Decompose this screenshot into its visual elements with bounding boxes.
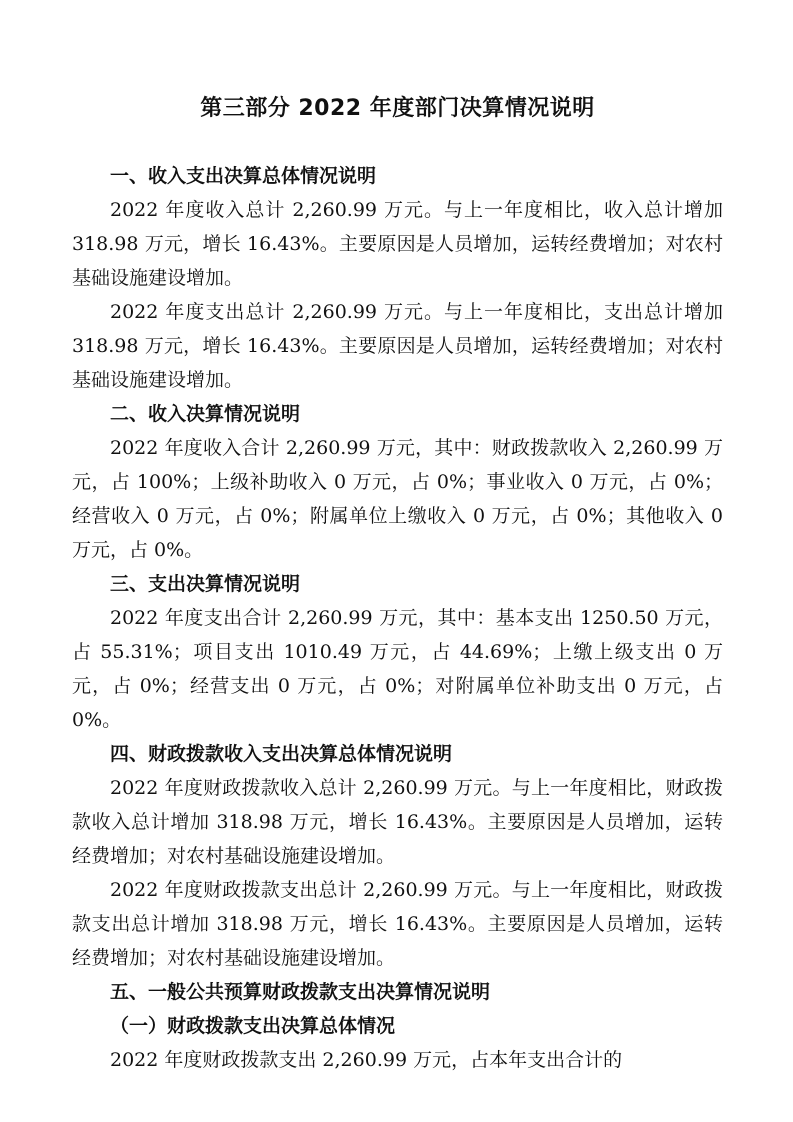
- section-heading-1: 一、收入支出决算总体情况说明: [110, 165, 377, 187]
- paragraph-income-total: 2022 年度收入总计 2,260.99 万元。与上一年度相比，收入总计增加 318.98 万元，增长 16.43%。主要原因是人员增加，运转经费增加；对农村基础设施建设增加。: [72, 199, 723, 289]
- section-heading-3: 三、支出决算情况说明: [110, 573, 301, 595]
- section-heading-4: 四、财政拨款收入支出决算总体情况说明: [110, 743, 453, 765]
- subsection-heading-5-1: （一）财政拨款支出决算总体情况: [110, 1015, 396, 1037]
- section-heading-2: 二、收入决算情况说明: [110, 403, 301, 425]
- paragraph-expense-detail: 2022 年度支出合计 2,260.99 万元，其中：基本支出 1250.50 万元，占 55.31%；项目支出 1010.49 万元，占 44.69%；上缴上级支出 0 万元，占 0%；经营支出 0 万元，占 0%；对附属单位补助支出 0 万元，占 0%。: [72, 607, 723, 731]
- paragraph-fiscal-income: 2022 年度财政拨款收入总计 2,260.99 万元。与上一年度相比，财政拨款收入总计增加 318.98 万元，增长 16.43%。主要原因是人员增加，运转经费增加；对农村基础设施建设增加。: [72, 777, 723, 867]
- paragraph-fiscal-expense: 2022 年度财政拨款支出总计 2,260.99 万元。与上一年度相比，财政拨款支出总计增加 318.98 万元，增长 16.43%。主要原因是人员增加，运转经费增加；对农村基础设施建设增加。: [72, 879, 723, 969]
- paragraph-income-detail: 2022 年度收入合计 2,260.99 万元，其中：财政拨款收入 2,260.99 万元，占 100%；上级补助收入 0 万元，占 0%；事业收入 0 万元，占 0%；经营收入 0 万元，占 0%；附属单位上缴收入 0 万元，占 0%；其他收入 0 万元，占 0%。: [72, 437, 723, 561]
- page-title: 第三部分 2022 年度部门决算情况说明: [200, 96, 595, 121]
- paragraph-fiscal-expense-overview: 2022 年度财政拨款支出 2,260.99 万元，占本年支出合计的: [110, 1049, 623, 1071]
- section-heading-5: 五、一般公共预算财政拨款支出决算情况说明: [110, 981, 491, 1003]
- paragraph-expense-total: 2022 年度支出总计 2,260.99 万元。与上一年度相比，支出总计增加 318.98 万元，增长 16.43%。主要原因是人员增加，运转经费增加；对农村基础设施建设增加。: [72, 301, 723, 391]
